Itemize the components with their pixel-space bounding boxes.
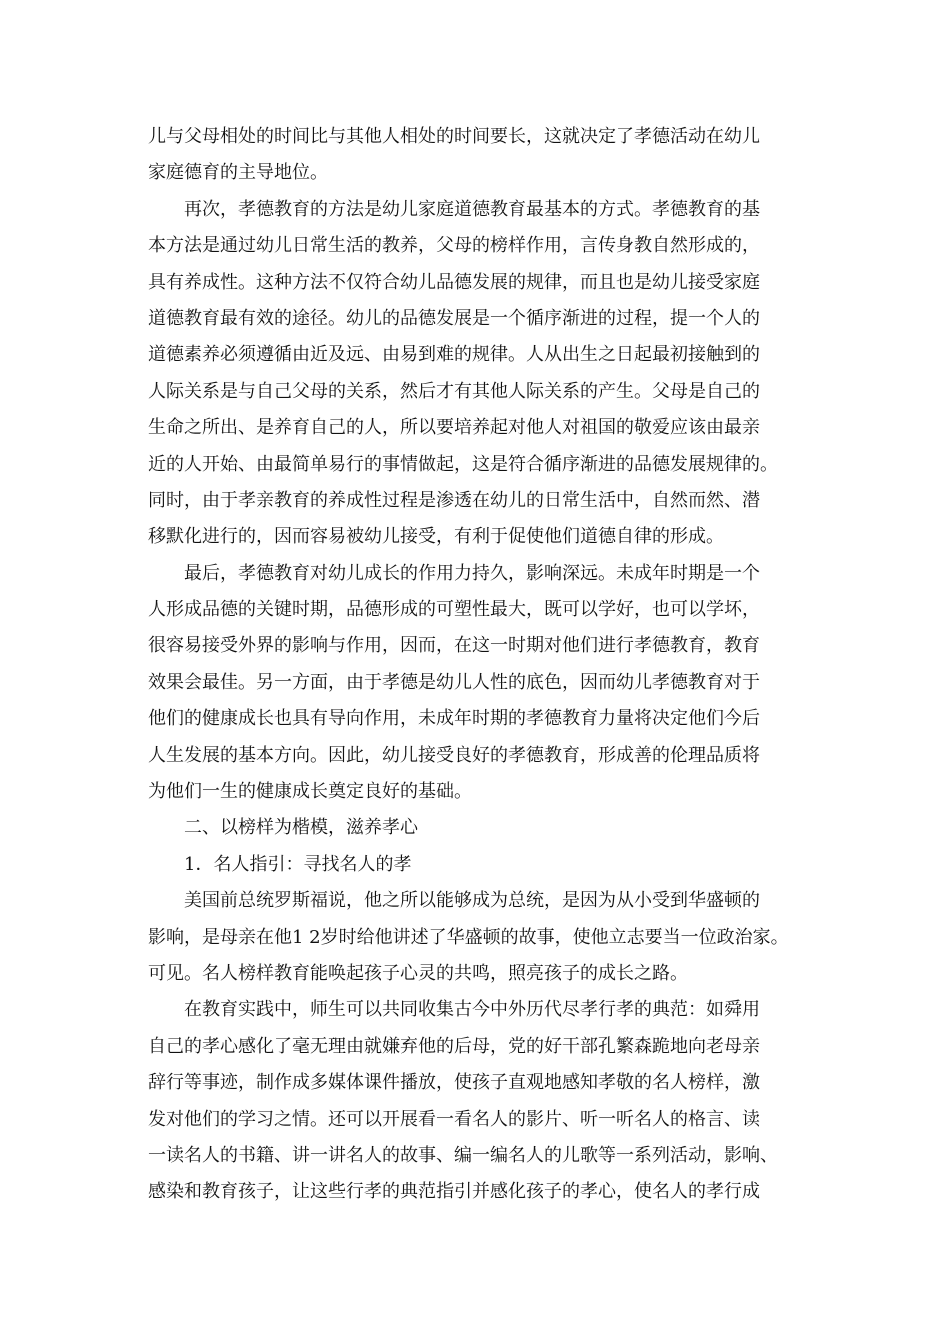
text-line: 同时，由于孝亲教育的养成性过程是渗透在幼儿的日常生活中，自然而然、潜 bbox=[148, 489, 760, 511]
text-line: 发对他们的学习之情。还可以开展看一看名人的影片、听一听名人的格言、读 bbox=[148, 1108, 760, 1130]
text-line: 道德教育最有效的途径。幼儿的品德发展是一个循序渐进的过程，提一个人的 bbox=[148, 307, 760, 329]
text-line: 很容易接受外界的影响与作用，因而，在这一时期对他们进行孝德教育，教育 bbox=[148, 635, 760, 657]
text-line: 人形成品德的关键时期，品德形成的可塑性最大，既可以学好，也可以学坏， bbox=[148, 599, 760, 621]
text-line: 儿与父母相处的时间比与其他人相处的时间要长，这就决定了孝德活动在幼儿 bbox=[148, 126, 760, 147]
text-line: 家庭德育的主导地位。 bbox=[148, 162, 328, 184]
document-body bbox=[148, 119, 828, 1211]
text-line: 道德素养必须遵循由近及远、由易到难的规律。人从出生之日起最初接触到的 bbox=[148, 344, 760, 366]
text-line: 可见。名人榜样教育能唤起孩子心灵的共鸣，照亮孩子的成长之路。 bbox=[148, 962, 688, 984]
text-line: 再次，孝德教育的方法是幼儿家庭道德教育最基本的方式。孝德教育的基 bbox=[184, 198, 760, 220]
text-line: 在教育实践中，师生可以共同收集古今中外历代尽孝行孝的典范：如舜用 bbox=[184, 999, 760, 1021]
text-line: 1．名人指引：寻找名人的孝 bbox=[184, 853, 412, 875]
text-line: 影响，是母亲在他1 2岁时给他讲述了华盛顿的故事，使他立志要当一位政治家。 bbox=[148, 926, 789, 948]
text-line: 移默化进行的，因而容易被幼儿接受，有利于促使他们道德自律的形成。 bbox=[148, 526, 724, 548]
text-line: 生命之所出、是养育自己的人，所以要培养起对他人对祖国的敬爱应该由最亲 bbox=[148, 417, 760, 439]
text-line: 为他们一生的健康成长奠定良好的基础。 bbox=[148, 781, 472, 803]
text-line: 自己的孝心感化了毫无理由就嫌弃他的后母，党的好干部孔繁森跪地向老母亲 bbox=[148, 1035, 760, 1057]
text-line: 最后，孝德教育对幼儿成长的作用力持久，影响深远。未成年时期是一个 bbox=[184, 562, 760, 584]
text-line: 他们的健康成长也具有导向作用，未成年时期的孝德教育力量将决定他们今后 bbox=[148, 708, 760, 730]
text-line: 二、以榜样为楷模，滋养孝心 bbox=[184, 817, 418, 839]
text-line: 感染和教育孩子，让这些行孝的典范指引并感化孩子的孝心，使名人的孝行成 bbox=[148, 1181, 760, 1203]
text-line: 人际关系是与自己父母的关系，然后才有其他人际关系的产生。父母是自己的 bbox=[148, 380, 760, 402]
text-line: 效果会最佳。另一方面，由于孝德是幼儿人性的底色，因而幼儿孝德教育对于 bbox=[148, 671, 760, 693]
text-line: 辞行等事迹，制作成多媒体课件播放，使孩子直观地感知孝敬的名人榜样，激 bbox=[148, 1072, 760, 1094]
text-line: 具有养成性。这种方法不仅符合幼儿品德发展的规律，而且也是幼儿接受家庭 bbox=[148, 271, 760, 293]
text-line: 人生发展的基本方向。因此，幼儿接受良好的孝德教育，形成善的伦理品质将 bbox=[148, 744, 760, 766]
text-line: 本方法是通过幼儿日常生活的教养，父母的榜样作用，言传身教自然形成的， bbox=[148, 235, 760, 257]
text-line: 美国前总统罗斯福说，他之所以能够成为总统，是因为从小受到华盛顿的 bbox=[184, 890, 760, 912]
text-line: 一读名人的书籍、讲一讲名人的故事、编一编名人的儿歌等一系列活动，影响、 bbox=[148, 1144, 778, 1166]
text-line: 近的人开始、由最简单易行的事情做起，这是符合循序渐进的品德发展规律的。 bbox=[148, 453, 778, 475]
